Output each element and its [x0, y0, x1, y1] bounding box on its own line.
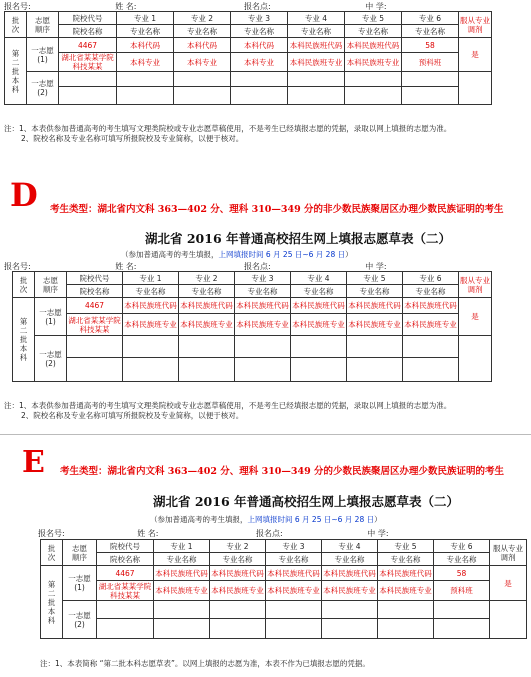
major-4-header: 专业 4 [288, 12, 345, 25]
section-letter-d: D [10, 176, 38, 214]
major-2-name-cell[interactable]: 本科民族班专业 [210, 581, 266, 601]
major-6-name-cell[interactable]: 预科班 [402, 53, 459, 72]
section-divider [0, 434, 531, 435]
empty-cell[interactable] [403, 336, 459, 358]
school-code-header: 院校代号 [59, 12, 117, 25]
empty-cell[interactable] [291, 358, 347, 382]
major-4-code-cell[interactable]: 本科民族班代码 [322, 566, 378, 581]
major-2-code-cell[interactable]: 本科民族班代码 [210, 566, 266, 581]
major-6-header: 专业 6 [403, 272, 459, 285]
major-3-header: 专业 3 [235, 272, 291, 285]
batch-header: 批 次 [13, 272, 35, 298]
major-name-header: 专业名称 [266, 553, 322, 566]
major-2-name-cell[interactable]: 本科专业 [174, 53, 231, 72]
school-code-header: 院校代号 [97, 540, 154, 553]
major-4-name-cell[interactable]: 本科民族班专业 [322, 581, 378, 601]
major-1-header: 专业 1 [154, 540, 210, 553]
form-title-e: 湖北省 2016 年普通高校招生网上填报志愿草表（二） [153, 494, 459, 509]
empty-cell[interactable] [434, 601, 490, 619]
major-3-code-cell[interactable]: 本科民族班代码 [266, 566, 322, 581]
notes-d [4, 401, 451, 421]
volunteer-table-e [40, 539, 527, 639]
major-5-name-cell[interactable]: 本科民族班专业 [345, 53, 402, 72]
batch-column: 第 二 批 本 科 [5, 38, 27, 105]
empty-cell[interactable] [154, 601, 210, 619]
major-4-header: 专业 4 [322, 540, 378, 553]
empty-cell[interactable] [174, 72, 231, 87]
empty-cell[interactable] [345, 72, 402, 87]
note-1: 注：1、本表供参加普通高考的考生填写文理类院校或专业志愿草稿使用，不是考生已经填报志愿的凭据，录取以网上填报的志愿为准。 [4, 401, 452, 410]
major-5-header: 专业 5 [345, 12, 402, 25]
school-label: 中 学: [365, 262, 387, 271]
major-5-header: 专业 5 [378, 540, 434, 553]
major-5-code-cell[interactable]: 本科民族班代码 [378, 566, 434, 581]
school-name-header: 院校名称 [67, 285, 123, 298]
major-name-header: 专业名称 [322, 553, 378, 566]
empty-cell[interactable] [322, 601, 378, 619]
volunteer-1-label: 一志愿 (1) [63, 566, 97, 601]
major-3-code-cell[interactable]: 本科代码 [231, 38, 288, 53]
major-6-name-cell[interactable]: 本科民族班专业 [403, 314, 459, 336]
major-1-header: 专业 1 [117, 12, 174, 25]
empty-cell[interactable] [231, 72, 288, 87]
empty-cell[interactable] [434, 619, 490, 639]
major-6-code-cell[interactable]: 58 [434, 566, 490, 581]
empty-cell[interactable] [291, 336, 347, 358]
empty-cell[interactable] [235, 358, 291, 382]
empty-cell[interactable] [67, 336, 123, 358]
empty-cell[interactable] [210, 619, 266, 639]
major-name-header: 专业名称 [231, 25, 288, 38]
obey-cell[interactable]: 是 [459, 38, 492, 72]
school-code-header: 院校代号 [67, 272, 123, 285]
obey-cell[interactable]: 是 [490, 566, 527, 601]
major-name-header: 专业名称 [347, 285, 403, 298]
name-label: 姓 名: [137, 529, 159, 538]
section-letter-e: E [22, 445, 45, 480]
form-title-d: 湖北省 2016 年普通高校招生网上填报志愿草表（二） [145, 231, 451, 246]
major-name-header: 专业名称 [179, 285, 235, 298]
obey-header: 服从专业调剂 [459, 272, 492, 298]
major-5-code-cell[interactable]: 本科民族班代码 [347, 298, 403, 314]
batch-column: 第 二 批 本 科 [41, 566, 63, 639]
order-header: 志愿 顺序 [27, 12, 59, 38]
empty-cell[interactable] [97, 601, 154, 619]
empty-cell[interactable] [97, 619, 154, 639]
empty-cell[interactable] [235, 336, 291, 358]
form-subtitle-d: （参加普通高考的考生填报，上网填报时间 6 月 25 日~6 月 28 日） [121, 250, 353, 259]
major-1-code-cell[interactable]: 本科代码 [117, 38, 174, 53]
empty-cell[interactable] [288, 87, 345, 105]
regno-label: 报名号: [4, 2, 31, 11]
volunteer-1-label: 一志愿 (1) [27, 38, 59, 72]
batch-header: 批 次 [41, 540, 63, 566]
major-4-code-cell[interactable]: 本科民族班代码 [291, 298, 347, 314]
empty-cell[interactable] [59, 87, 117, 105]
note-2: 2、院校名称及专业名称可填写所报院校及专业简称，以便于核对。 [21, 411, 244, 420]
major-4-name-cell[interactable]: 本科民族班专业 [288, 53, 345, 72]
empty-cell[interactable] [117, 87, 174, 105]
school-code-cell[interactable]: 4467 [67, 298, 123, 314]
major-name-header: 专业名称 [345, 25, 402, 38]
major-name-header: 专业名称 [378, 553, 434, 566]
major-6-code-cell[interactable]: 58 [402, 38, 459, 53]
notes-top [4, 124, 451, 144]
batch-header: 批 次 [5, 12, 27, 38]
major-6-header: 专业 6 [434, 540, 490, 553]
volunteer-table-d [12, 271, 492, 382]
major-name-header: 专业名称 [154, 553, 210, 566]
major-6-code-cell[interactable]: 本科民族班代码 [403, 298, 459, 314]
major-4-code-cell[interactable]: 本科民族班代码 [288, 38, 345, 53]
major-name-header: 专业名称 [235, 285, 291, 298]
major-6-name-cell[interactable]: 预科班 [434, 581, 490, 601]
empty-cell[interactable] [266, 619, 322, 639]
empty-cell[interactable] [123, 358, 179, 382]
major-2-header: 专业 2 [210, 540, 266, 553]
major-3-code-cell[interactable]: 本科民族班代码 [235, 298, 291, 314]
major-2-header: 专业 2 [179, 272, 235, 285]
major-5-name-cell[interactable]: 本科民族班专业 [347, 314, 403, 336]
school-name-header: 院校名称 [97, 553, 154, 566]
school-code-cell[interactable]: 4467 [97, 566, 154, 581]
major-name-header: 专业名称 [210, 553, 266, 566]
major-name-header: 专业名称 [288, 25, 345, 38]
empty-cell[interactable] [403, 358, 459, 382]
note-2: 2、院校名称及专业名称可填写所报院校及专业简称，以便于核对。 [21, 134, 244, 143]
empty-cell[interactable] [179, 336, 235, 358]
major-name-header: 专业名称 [291, 285, 347, 298]
school-name-cell[interactable]: 湖北省某某学院 科技某某 [97, 581, 154, 601]
regno-label: 报名号: [38, 529, 65, 538]
volunteer-2-label: 一志愿 (2) [35, 336, 67, 382]
major-1-code-cell[interactable]: 本科民族班代码 [154, 566, 210, 581]
notes-e: 注：1、本表简称 “第二批本科志愿草表”。以网上填报的志愿为准，本表不作为已填报志愿的凭据。 [40, 659, 370, 668]
empty-cell[interactable] [179, 358, 235, 382]
major-6-header: 专业 6 [402, 12, 459, 25]
school-label: 中 学: [367, 529, 389, 538]
empty-cell[interactable] [378, 601, 434, 619]
volunteer-1-label: 一志愿 (1) [35, 298, 67, 336]
school-label: 中 学: [365, 2, 387, 11]
school-name-cell[interactable]: 湖北省某某学院 科技某某 [68, 315, 121, 334]
major-1-header: 专业 1 [123, 272, 179, 285]
major-4-name-cell[interactable]: 本科民族班专业 [291, 314, 347, 336]
empty-cell[interactable] [174, 87, 231, 105]
major-name-header: 专业名称 [123, 285, 179, 298]
school-name-header: 院校名称 [59, 25, 117, 38]
major-name-header: 专业名称 [434, 553, 490, 566]
major-1-name-cell[interactable]: 本科民族班专业 [154, 581, 210, 601]
name-label: 姓 名: [115, 2, 137, 11]
empty-cell[interactable] [459, 336, 492, 382]
major-1-name-cell[interactable]: 本科专业 [117, 53, 174, 72]
major-3-name-cell[interactable]: 本科民族班专业 [266, 581, 322, 601]
form-subtitle-e: （参加普通高考的考生填报，上网填报时间 6 月 25 日~6 月 28 日） [150, 515, 382, 524]
school-code-cell[interactable]: 4467 [59, 38, 117, 53]
major-5-code-cell[interactable]: 本科民族班代码 [345, 38, 402, 53]
site-label: 报名点: [244, 262, 271, 271]
empty-cell[interactable] [59, 72, 117, 87]
empty-cell[interactable] [67, 358, 123, 382]
empty-cell[interactable] [347, 358, 403, 382]
empty-cell[interactable] [154, 619, 210, 639]
exam-type-line-d: 考生类型：湖北省内文科 363—402 分、理科 310—349 分的非少数民族聚居区办理少数民族证明的考生 [50, 204, 504, 215]
major-1-name-cell[interactable]: 本科民族班专业 [123, 314, 179, 336]
site-label: 报名点: [256, 529, 283, 538]
obey-header: 服从专业调剂 [490, 540, 527, 566]
empty-cell[interactable] [266, 601, 322, 619]
volunteer-2-label: 一志愿 (2) [63, 601, 97, 639]
major-name-header: 专业名称 [402, 25, 459, 38]
empty-cell[interactable] [490, 601, 527, 639]
major-3-header: 专业 3 [266, 540, 322, 553]
site-label: 报名点: [244, 2, 271, 11]
order-header: 志愿 顺序 [63, 540, 97, 566]
exam-type-line-e: 考生类型：湖北省内文科 363—402 分、理科 310—349 分的少数民族聚居区办理少数民族证明的考生 [60, 466, 505, 477]
major-3-name-cell[interactable]: 本科民族班专业 [235, 314, 291, 336]
empty-cell[interactable] [347, 336, 403, 358]
empty-cell[interactable] [210, 601, 266, 619]
name-label: 姓 名: [115, 262, 137, 271]
regno-label: 报名号: [4, 262, 31, 271]
form-header-e [38, 528, 389, 539]
major-2-name-cell[interactable]: 本科民族班专业 [179, 314, 235, 336]
major-4-header: 专业 4 [291, 272, 347, 285]
major-2-header: 专业 2 [174, 12, 231, 25]
major-1-code-cell[interactable]: 本科民族班代码 [123, 298, 179, 314]
order-header: 志愿 顺序 [35, 272, 67, 298]
empty-cell[interactable] [322, 619, 378, 639]
major-2-code-cell[interactable]: 本科民族班代码 [179, 298, 235, 314]
note-1: 注：1、本表供参加普通高考的考生填写文理类院校或专业志愿草稿使用，不是考生已经填报志愿的凭据，录取以网上填报的志愿为准。 [4, 124, 452, 133]
volunteer-2-label: 一志愿 (2) [27, 72, 59, 105]
major-3-name-cell[interactable]: 本科专业 [231, 53, 288, 72]
empty-cell[interactable] [231, 87, 288, 105]
empty-cell[interactable] [459, 72, 492, 105]
empty-cell[interactable] [288, 72, 345, 87]
empty-cell[interactable] [378, 619, 434, 639]
major-5-name-cell[interactable]: 本科民族班专业 [378, 581, 434, 601]
empty-cell[interactable] [117, 72, 174, 87]
major-name-header: 专业名称 [174, 25, 231, 38]
obey-header: 服从专业调剂 [459, 12, 492, 38]
batch-column: 第 二 批 本 科 [13, 298, 35, 382]
empty-cell[interactable] [402, 87, 459, 105]
empty-cell[interactable] [345, 87, 402, 105]
major-2-code-cell[interactable]: 本科代码 [174, 38, 231, 53]
empty-cell[interactable] [402, 72, 459, 87]
volunteer-table-top [4, 11, 492, 105]
obey-cell[interactable]: 是 [459, 298, 492, 336]
major-5-header: 专业 5 [347, 272, 403, 285]
major-name-header: 专业名称 [403, 285, 459, 298]
major-name-header: 专业名称 [117, 25, 174, 38]
school-name-cell[interactable]: 湖北省某某学院 科技某某 [59, 53, 117, 72]
major-3-header: 专业 3 [231, 12, 288, 25]
empty-cell[interactable] [123, 336, 179, 358]
